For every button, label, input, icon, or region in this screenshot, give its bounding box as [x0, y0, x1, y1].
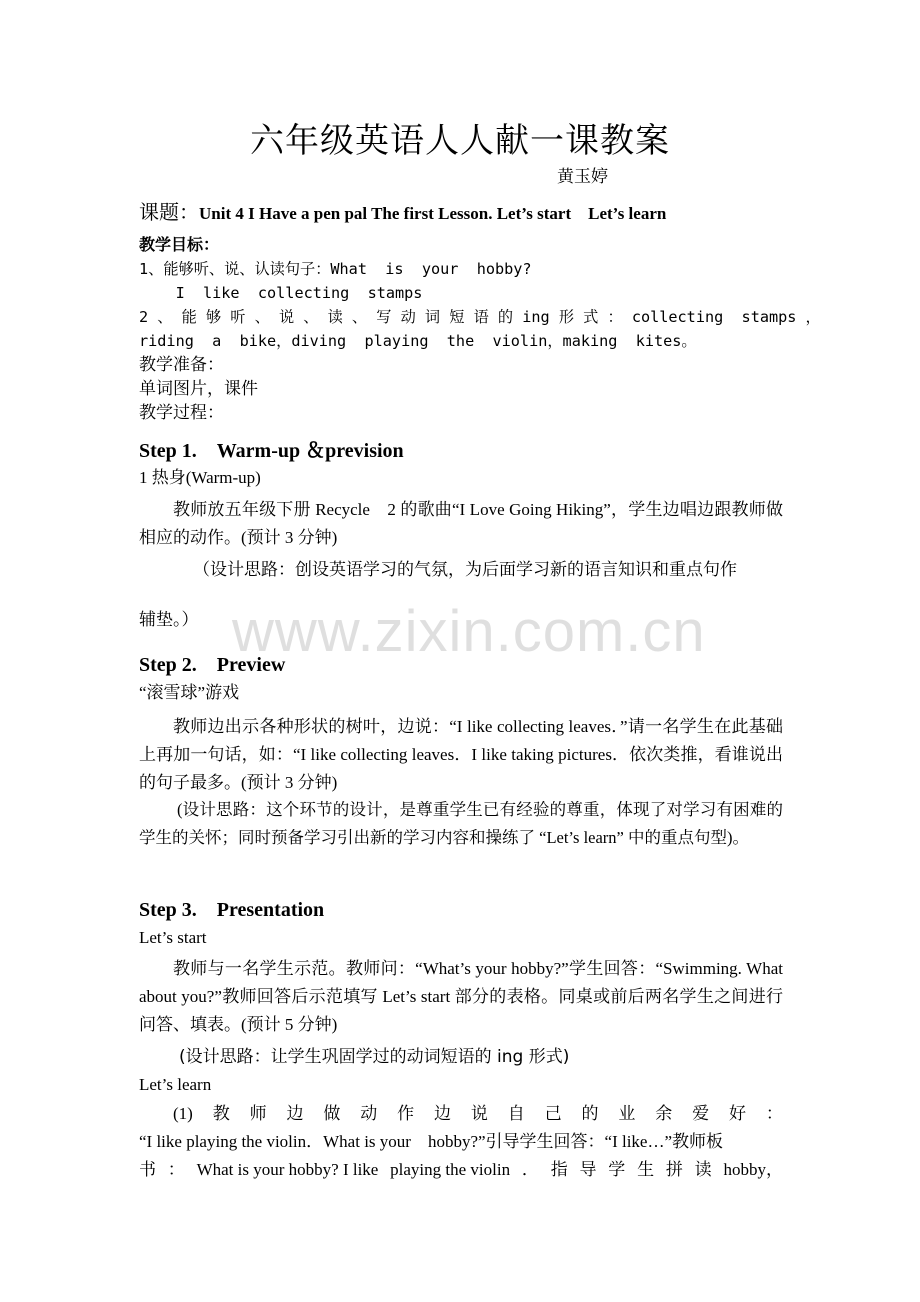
step1-design-line2: 辅垫。）: [139, 610, 199, 630]
step2-title: Step 2. Preview: [139, 654, 286, 676]
step2-paragraph: 教师边出示各种形状的树叶，边说：“I like collecting leaves．”请一名学生在此基础上再加一句话，如：“I like collecting leaves．I like taking pictures．依次类推，看谁说出的句子最多。(预计 3 分钟): [139, 717, 783, 792]
process-heading: 教学过程：: [139, 403, 224, 422]
objective-line-4: riding a bike，diving playing the violin，making kites。: [139, 332, 697, 350]
learn-line3-token: ：: [167, 1160, 185, 1179]
learn-line1-token: 爱: [692, 1104, 710, 1123]
document-title: 六年级英语人人献一课教案: [250, 121, 670, 161]
objectives-heading: 教学目标：: [139, 235, 220, 254]
step1-title: Step 1. Warm-up ＆prevision: [139, 440, 404, 462]
learn-line3-token: 读: [694, 1160, 712, 1179]
learn-line1-token: 业: [618, 1104, 636, 1123]
step2-subtitle: “滚雪球”游戏: [139, 683, 240, 702]
learn-line1-token: 师: [249, 1104, 267, 1123]
learn-line3-token: hobby，: [723, 1160, 783, 1179]
learn-line3-token: What is your hobby? I like: [196, 1160, 379, 1179]
step3-learn-line2: “I like playing the violin．What is your hobby?”引导学生回答：“I like…”教师板: [139, 1132, 724, 1151]
prep-heading: 教学准备：: [139, 355, 224, 374]
learn-line3-token: 生: [637, 1160, 655, 1179]
step3-learn-line3: [139, 1156, 783, 1184]
learn-line3-token: 书: [139, 1160, 156, 1179]
learn-line1-token: 自: [507, 1104, 525, 1123]
learn-line1-token: 说: [470, 1104, 488, 1123]
learn-line1-token: 边: [433, 1104, 451, 1123]
learn-line1-token: 己: [544, 1104, 562, 1123]
lesson-topic: [139, 196, 666, 225]
learn-line3-token: ．: [521, 1160, 539, 1179]
learn-line1-token: 好: [728, 1104, 746, 1123]
author-name: 黄玉婷: [557, 167, 608, 186]
step3-design: (设计思路：让学生巩固学过的动词短语的 ing 形式): [179, 1047, 570, 1067]
learn-line1-token: ：: [765, 1104, 783, 1123]
step3-subtitle-start: Let’s start: [139, 928, 207, 947]
learn-line1-token: 做: [323, 1104, 341, 1123]
learn-line1-token: 余: [655, 1104, 673, 1123]
objective-line-1: 1、能够听、说、认读句子：What is your hobby?: [139, 260, 532, 278]
learn-line1-token: 动: [360, 1104, 378, 1123]
step1-design-line1: （设计思路：创设英语学习的气氛，为后面学习新的语言知识和重点句作: [193, 560, 737, 580]
learn-line1-token: 的: [581, 1104, 599, 1123]
learn-line1-token: 边: [286, 1104, 304, 1123]
learn-line1-token: (1): [173, 1104, 193, 1123]
step3-paragraph-start: 教师与一名学生示范。教师问：“What’s your hobby?”学生回答：“Swimming. What about you?”教师回答后示范填写 Let’s start 部分的表格。同桌或前后两名学生之间进行问答、填表。(预计 5 分钟): [139, 959, 783, 1034]
learn-line3-token: 学: [608, 1160, 626, 1179]
watermark: www.zixin.com.cn: [232, 599, 706, 664]
step2-design: (设计思路：这个环节的设计，是尊重学生已有经验的尊重，体现了对学习有困难的学生的关怀；同时预备学习引出新的学习内容和操练了 “Let’s learn” 中的重点句型)。: [139, 800, 783, 847]
step3-learn-line1: [139, 1100, 783, 1128]
learn-line3-token: 导: [579, 1160, 597, 1179]
step3-title: Step 3. Presentation: [139, 899, 325, 921]
lesson-topic-text: Unit 4 I Have a pen pal The first Lesson. Let’s start Let’s learn: [199, 204, 667, 223]
objective-line-2: I like collecting stamps: [139, 284, 423, 302]
prep-text: 单词图片，课件: [139, 379, 258, 398]
learn-line3-token: 拼: [665, 1160, 683, 1179]
objectives-section: [139, 233, 821, 425]
step3-subtitle-learn: Let’s learn: [139, 1075, 212, 1094]
step1-paragraph: 教师放五年级下册 Recycle 2 的歌曲“I Love Going Hiking”，学生边唱边跟教师做相应的动作。(预计 3 分钟): [139, 500, 783, 547]
learn-line3-token: 指: [550, 1160, 568, 1179]
learn-line3-token: playing the violin: [390, 1160, 511, 1179]
learn-line1-token: 教: [212, 1104, 230, 1123]
step1-subtitle: 1 热身(Warm-up): [139, 468, 261, 487]
lesson-topic-label: 课题：: [139, 202, 199, 224]
learn-line1-token: 作: [397, 1104, 415, 1123]
objective-line-3: 2 、 能 够 听 、 说 、 读 、 写 动 词 短 语 的 ing 形 式 ： collecting stamps ，: [139, 308, 821, 326]
